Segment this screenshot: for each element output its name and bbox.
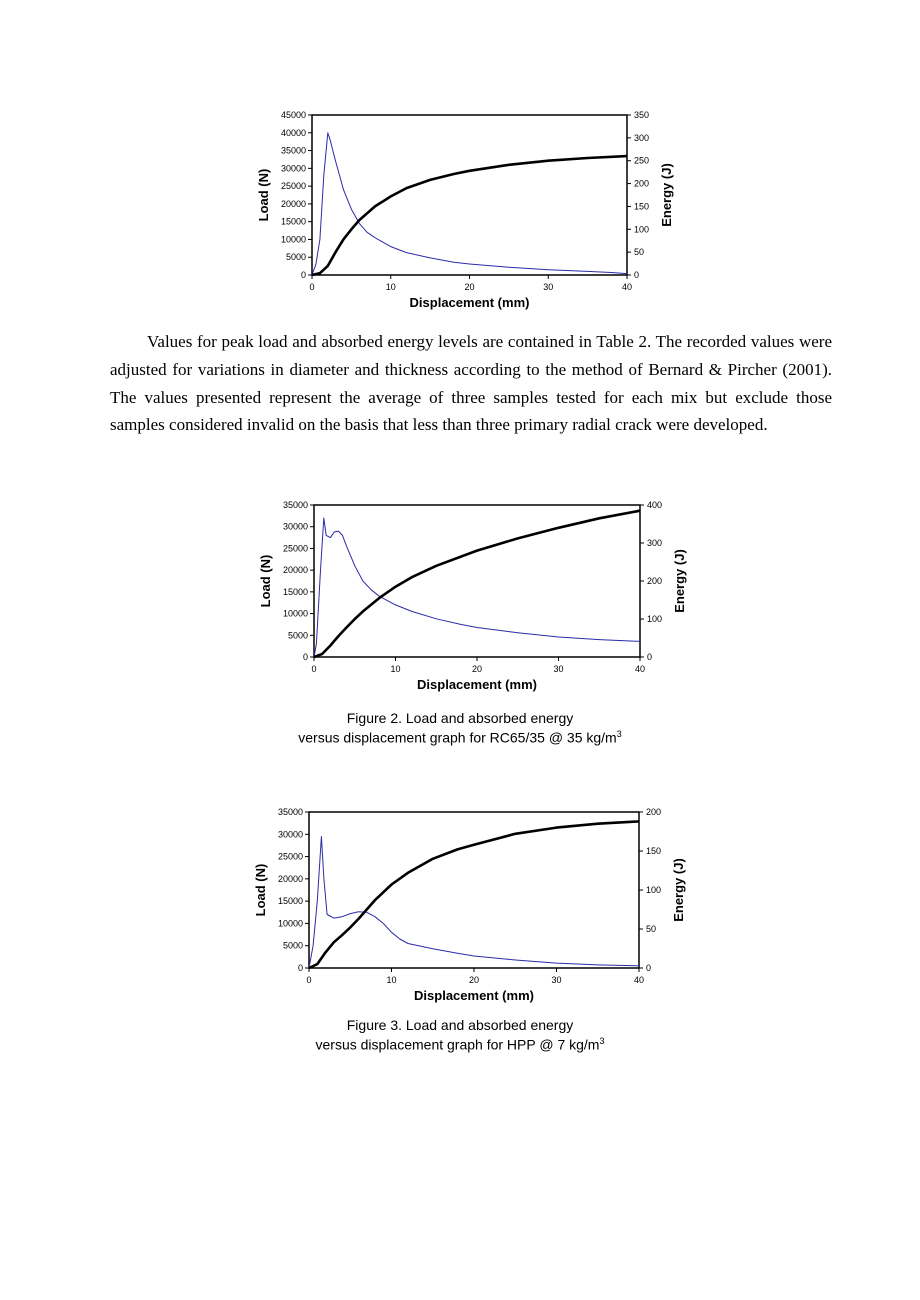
figure2-chart-svg [0, 485, 920, 710]
y2-tick-label: 200 [646, 807, 662, 817]
x-tick-label: 20 [468, 975, 480, 985]
y2-axis-label: Energy (J) [672, 549, 687, 613]
y-tick-label: 30000 [277, 829, 303, 840]
y2-tick-label: 0 [634, 270, 640, 280]
y-tick-label: 15000 [282, 586, 308, 597]
y2-tick-label: 400 [647, 500, 663, 510]
figure2-caption [0, 710, 920, 746]
figure3-caption-line2-text: versus displacement graph for HPP @ 7 kg/m [315, 1036, 600, 1053]
y2-tick-label: 100 [647, 614, 663, 624]
load-series-line [312, 133, 627, 275]
y2-tick-label: 200 [647, 576, 663, 586]
figure1-chart-svg [0, 95, 920, 320]
y-tick-label: 35000 [282, 500, 308, 510]
y-tick-label: 30000 [282, 521, 308, 532]
y-tick-label: 25000 [277, 851, 303, 862]
x-tick-label: 0 [311, 664, 317, 674]
y-tick-label: 35000 [280, 145, 306, 156]
y2-tick-label: 50 [634, 247, 645, 258]
y-tick-label: 10000 [277, 918, 303, 929]
y-tick-label: 10000 [282, 608, 308, 619]
x-axis-label: Displacement (mm) [417, 677, 537, 692]
y-tick-label: 10000 [280, 234, 306, 245]
figure2-caption-superscript: 3 [616, 729, 622, 739]
y-tick-label: 5000 [285, 252, 306, 263]
y-tick-label: 0 [300, 270, 306, 280]
y-tick-label: 25000 [280, 181, 306, 192]
figure3-caption-line1: Figure 3. Load and absorbed energy [346, 1017, 574, 1033]
plot-frame [312, 115, 627, 275]
x-tick-label: 30 [553, 664, 564, 674]
y-tick-label: 20000 [280, 198, 306, 209]
y-tick-label: 20000 [282, 565, 308, 576]
y-tick-label: 25000 [282, 543, 308, 554]
x-tick-label: 10 [386, 975, 397, 985]
y-tick-label: 20000 [277, 873, 303, 884]
y-tick-label: 35000 [277, 807, 303, 817]
x-tick-label: 40 [621, 282, 633, 292]
y2-tick-label: 250 [634, 155, 650, 166]
figure3-caption-superscript: 3 [599, 1036, 605, 1046]
x-tick-label: 30 [543, 282, 554, 292]
figure3-caption [0, 1017, 920, 1053]
y2-axis-label: Energy (J) [659, 163, 674, 227]
y-axis-label: Load (N) [256, 168, 271, 222]
y2-tick-label: 350 [634, 110, 650, 120]
load-series-line [309, 837, 639, 969]
y-axis-label: Load (N) [253, 863, 268, 917]
y-tick-label: 0 [297, 963, 303, 973]
y2-tick-label: 50 [646, 924, 657, 934]
x-tick-label: 10 [390, 664, 401, 674]
y2-tick-label: 0 [646, 963, 652, 973]
energy-series-line [309, 821, 639, 968]
y2-axis-label: Energy (J) [671, 858, 686, 922]
figure3-chart-svg [0, 792, 920, 1017]
figure2-caption-line1: Figure 2. Load and absorbed energy [346, 710, 574, 726]
body-paragraph: Values for peak load and absorbed energy levels are contained in Table 2. The recorded values were adjusted for variations in diameter and thickness according to the method of Bernard & Pircher (2001). The values presented represent the average of three samples tested for each mix but exclude those samples considered invalid on the basis that less than three primary radial crack were developed. [110, 332, 832, 435]
x-tick-label: 20 [464, 282, 475, 292]
plot-frame [309, 812, 639, 968]
x-tick-label: 40 [634, 664, 646, 674]
y-tick-label: 5000 [287, 630, 308, 641]
y-tick-label: 45000 [280, 110, 306, 120]
y-tick-label: 30000 [280, 163, 306, 174]
energy-series-line [312, 156, 627, 275]
y2-tick-label: 100 [646, 885, 662, 895]
y-tick-label: 15000 [277, 896, 303, 907]
y2-tick-label: 150 [634, 201, 650, 212]
x-tick-label: 0 [309, 282, 315, 292]
y2-tick-label: 150 [646, 846, 662, 856]
y-axis-label: Load (N) [258, 554, 273, 608]
x-tick-label: 40 [633, 975, 645, 985]
load-series-line [314, 518, 640, 657]
energy-series-line [314, 511, 640, 657]
y2-tick-label: 300 [647, 538, 663, 548]
figure2-caption-line2-text: versus displacement graph for RC65/35 @ 35 kg/m [298, 729, 617, 746]
y-tick-label: 5000 [282, 940, 303, 951]
x-tick-label: 0 [306, 975, 312, 985]
y2-tick-label: 300 [634, 132, 650, 143]
x-tick-label: 20 [471, 664, 483, 674]
x-axis-label: Displacement (mm) [414, 988, 534, 1003]
x-axis-label: Displacement (mm) [409, 295, 530, 310]
y2-tick-label: 200 [634, 178, 650, 189]
figure3-load-energy-chart [0, 792, 920, 1017]
figure1-load-energy-chart [0, 95, 920, 320]
x-tick-label: 30 [551, 975, 562, 985]
y-tick-label: 0 [302, 652, 308, 662]
y2-tick-label: 0 [647, 652, 653, 662]
y-tick-label: 40000 [280, 127, 306, 138]
figure2-caption-line2 [0, 726, 920, 746]
x-tick-label: 10 [385, 282, 396, 292]
figure3-caption-line2 [0, 1033, 920, 1053]
y2-tick-label: 100 [634, 224, 650, 235]
y-tick-label: 15000 [280, 216, 306, 227]
figure2-load-energy-chart [0, 485, 920, 710]
